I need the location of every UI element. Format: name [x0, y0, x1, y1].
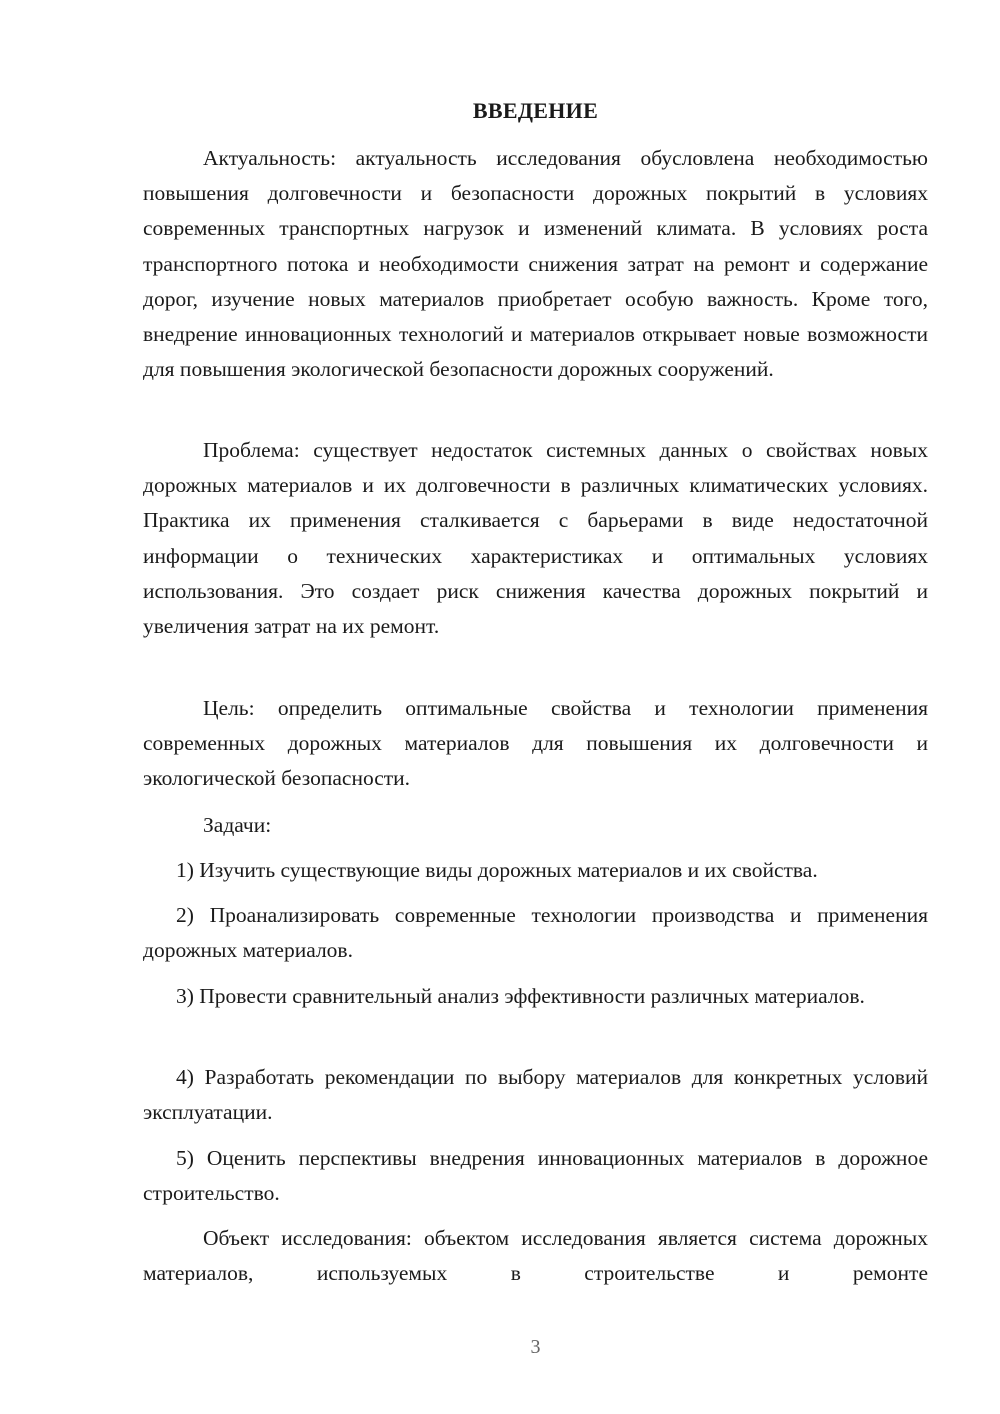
task-item: 2) Проанализировать современные технологии производства и применения дорожных материалов. — [143, 903, 928, 963]
page-number: 3 — [530, 1336, 541, 1358]
paragraph-relevance: Актуальность: актуальность исследования обусловлена необходимостью повышения долговечности и безопасности дорожных покрытий в условиях современных транспортных нагрузок и изменений климата. В условиях роста транспортного потока и необходимости снижения затрат на ремонт и содержание дорог, изучение новых материалов приобретает особую важность. Кроме того, внедрение инновационных технологий и материалов открывает новые возможности для повышения экологической безопасности дорожных сооружений. — [143, 146, 928, 382]
task-item: 1) Изучить существующие виды дорожных материалов и их свойства. — [176, 858, 818, 882]
section-title: ВВЕДЕНИЕ — [472, 98, 599, 123]
paragraph-problem: Проблема: существует недостаток системных данных о свойствах новых дорожных материалов и их долговечности в различных климатических условиях. Практика их применения сталкивается с барьерами в виде недостаточной информации о технических характеристиках и оптимальных условиях использования. Это создает риск снижения качества дорожных покрытий и увеличения затрат на их ремонт. — [143, 438, 928, 639]
task-item: 5) Оценить перспективы внедрения инновационных материалов в дорожное строительство. — [143, 1146, 928, 1206]
paragraph-goal: Цель: определить оптимальные свойства и технологии применения современных дорожных материалов для повышения их долговечности и экологической безопасности. — [143, 696, 928, 791]
task-item: 3) Провести сравнительный анализ эффективности различных материалов. — [176, 984, 865, 1008]
paragraph-object: Объект исследования: объектом исследования является система дорожных материалов, используемых в строительстве и ремонте — [143, 1226, 928, 1286]
task-item: 4) Разработать рекомендации по выбору материалов для конкретных условий эксплуатации. — [143, 1065, 928, 1125]
paragraph-tasks-heading: Задачи: — [203, 813, 272, 837]
